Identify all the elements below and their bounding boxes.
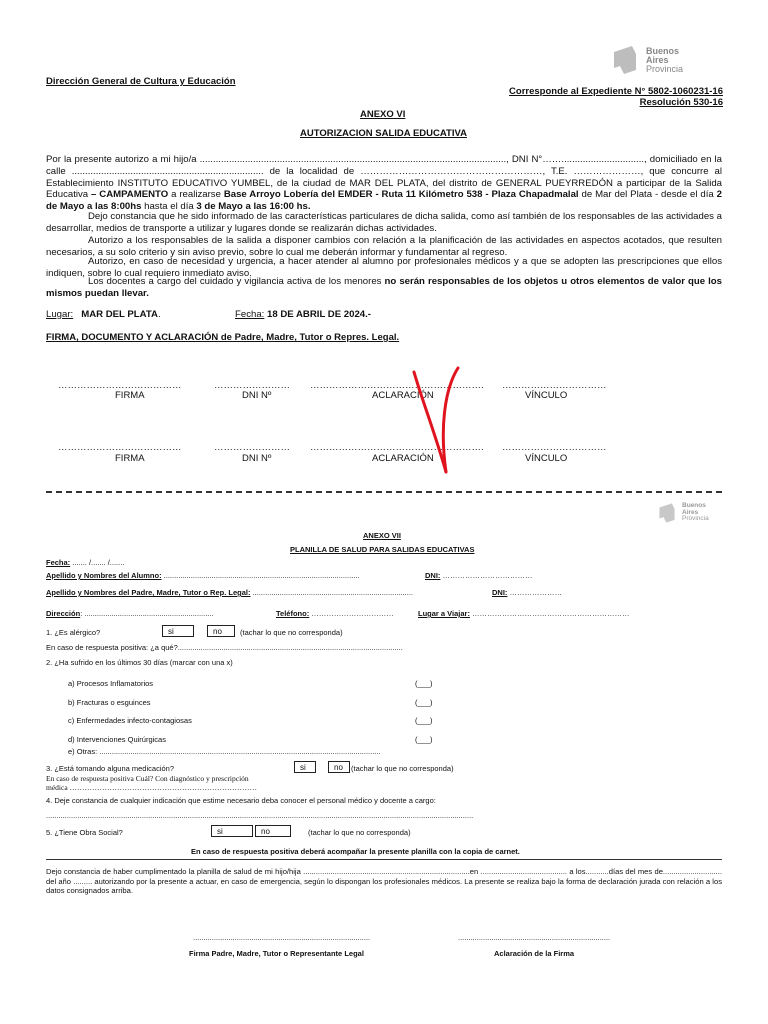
cambios-paragraph: Autorizo a los responsables de la salida a disponer cambios con relación a la planificación de las actividades en aspectos acotados, que resulten necesarios, a su solo criterio y sin aviso previo, sobre lo cual me deberán informar y fundamentar al regreso. bbox=[46, 235, 722, 258]
red-ink-mark bbox=[400, 360, 470, 485]
fecha-field: Fecha: 18 DE ABRIL DE 2024.- bbox=[235, 309, 371, 320]
q5-no-box[interactable]: no bbox=[255, 825, 291, 837]
firma-label-2: FIRMA bbox=[115, 453, 145, 464]
q2-opt-a: a) Procesos Inflamatorios bbox=[68, 679, 154, 688]
q4-dots[interactable]: ............................................................................................................................................................................................................. bbox=[46, 811, 474, 820]
dni-line-2: …………………… bbox=[214, 442, 290, 453]
logo-line1: Buenos bbox=[646, 45, 680, 56]
aclaracion-firma-line[interactable]: ......................................................................... bbox=[458, 933, 611, 942]
q3-si-box[interactable]: si bbox=[294, 761, 316, 773]
direccion-field[interactable]: Dirección: .............................................................. bbox=[46, 609, 214, 618]
logo-small-line3: Provincia bbox=[682, 515, 709, 523]
carnet-divider bbox=[46, 859, 722, 860]
buenos-aires-logo bbox=[610, 44, 683, 76]
q1-label: 1. ¿Es alérgico? bbox=[46, 628, 101, 637]
logo-small-line2: Aires bbox=[682, 508, 699, 516]
q5-si-box[interactable]: si bbox=[211, 825, 253, 837]
logo-line2: Aires bbox=[646, 54, 669, 65]
firma-label-1: FIRMA bbox=[115, 390, 145, 401]
urgencia-paragraph: Autorizo, en caso de necesidad y urgencia, a hacer atender al alumno por profesionales médicos y a que se adopten las prescripciones que ellos indiquen, sobre lo cual requiero inmediato aviso. bbox=[46, 256, 722, 279]
anexo6-subtitle: AUTORIZACION SALIDA EDUCATIVA bbox=[300, 128, 467, 139]
q4-label: 4. Deje constancia de cualquier indicación que estime necesario deba conocer el personal médico y docente a cargo: bbox=[46, 796, 436, 805]
aclaracion-label-2: ACLARACIÓN bbox=[372, 453, 434, 464]
vinculo-label-2: VÍNCULO bbox=[525, 453, 568, 464]
vinculo-line-1: …………………………… bbox=[502, 380, 607, 391]
q2-opt-c-mark[interactable]: (___) bbox=[415, 716, 433, 725]
section-divider bbox=[46, 491, 722, 493]
q2-opt-a-mark[interactable]: (___) bbox=[415, 679, 433, 688]
resolucion: Resolución 530-16 bbox=[639, 97, 723, 108]
q5-label: 5. ¿Tiene Obra Social? bbox=[46, 828, 123, 837]
q1-caso: En caso de respuesta positiva: ¿a qué?............................................................................................................ bbox=[46, 643, 403, 652]
anexo6-title: ANEXO VI bbox=[360, 109, 406, 120]
alumno-field[interactable]: Apellido y Nombres del Alumno: .............................................................................................. bbox=[46, 571, 360, 580]
q2-label: 2. ¿Ha sufrido en los últimos 30 días (marcar con una x) bbox=[46, 658, 233, 667]
anexo7-subtitle: PLANILLA DE SALUD PARA SALIDAS EDUCATIVAS bbox=[290, 545, 475, 554]
responsabilidad-paragraph: Los docentes a cargo del cuidado y vigilancia activa de los menores no serán responsables de los objetos u otros elementos de valor que los mismos puedan llevar. bbox=[46, 276, 723, 299]
aclaracion-firma-label: Aclaración de la Firma bbox=[494, 949, 575, 958]
q3-tachar: (tachar lo que no corresponda) bbox=[351, 764, 454, 773]
dni-label-2: DNI Nº bbox=[242, 453, 272, 464]
vinculo-line-2: …………………………… bbox=[502, 442, 607, 453]
padre-field[interactable]: Apellido y Nombres del Padre, Madre, Tutor o Rep. Legal: ............................................................................. bbox=[46, 588, 414, 597]
constancia-salud: Dejo constancia de haber cumplimentado la planilla de salud de mi hijo/hija ...............................................................................en ......................................... a los...........días del mes de............................ del año ......... autorizando por la presente a actuar, en caso de emergencia, según lo dispongan los profesionales médicos. La presente se realiza bajo la forma de declaración jurada con relación a los datos consignados arriba. bbox=[46, 867, 722, 896]
lugar-viajar-field[interactable]: Lugar a Viajar: ……………………………………………………… bbox=[418, 609, 630, 618]
padre-dni-field[interactable]: DNI: ………………… bbox=[492, 588, 563, 597]
fecha-salud: Fecha: ....... /....... /....... bbox=[46, 558, 125, 567]
q5-tachar: (tachar lo que no corresponda) bbox=[308, 828, 411, 837]
vinculo-label-1: VÍNCULO bbox=[525, 390, 568, 401]
q3-medica[interactable]: médica ………………………………………………………………… bbox=[46, 783, 258, 792]
aclaracion-line-2: ………………………………………………. bbox=[310, 442, 484, 453]
q3-label: 3. ¿Está tomando alguna medicación? bbox=[46, 764, 174, 773]
firma-padre-line[interactable]: ..................................................................................... bbox=[193, 933, 371, 942]
org-name: Dirección General de Cultura y Educación bbox=[46, 76, 236, 87]
q2-opt-b: b) Fracturas o esguinces bbox=[68, 698, 151, 707]
q2-opt-b-mark[interactable]: (___) bbox=[415, 698, 433, 707]
firma-heading: FIRMA, DOCUMENTO Y ACLARACIÓN de Padre, Madre, Tutor o Repres. Legal. bbox=[46, 332, 400, 343]
q1-si-box[interactable]: si bbox=[162, 625, 194, 637]
logo-line3: Provincia bbox=[646, 63, 684, 74]
carnet-note: En caso de respuesta positiva deberá acompañar la presente planilla con la copia de carnet. bbox=[191, 847, 520, 856]
dni-line-1: …………………… bbox=[214, 380, 290, 391]
q2-opt-d-mark[interactable]: (___) bbox=[415, 735, 433, 744]
q1-tachar: (tachar lo que no corresponda) bbox=[240, 628, 343, 637]
q3-caso: En caso de respuesta positiva Cuál? Con diagnóstico y prescripción bbox=[46, 774, 249, 783]
q2-opt-d: d) Intervenciones Quirúrgicas bbox=[68, 735, 166, 744]
expediente: Corresponde al Expediente N° 5802-1060231-16 bbox=[509, 86, 723, 97]
firma-padre-label: Firma Padre, Madre, Tutor o Representante Legal bbox=[189, 949, 364, 958]
buenos-aires-logo-small bbox=[656, 502, 709, 524]
authorization-paragraph: Por la presente autorizo a mi hijo/a ..................................................................................................................., DNI N°……..............................., domiciliado en la calle ........................................................................ de la localidad de …………………………………………………, T.E. …………………, que concurre al Establecimiento INSTITUTO EDUCATIVO YUMBEL, de la ciudad de MAR DEL PLATA, del distrito de GENERAL PUEYRREDÓN a participar de la Salida Educativa – CAMPAMENTO a realizarse Base Arroyo Lobería del EMDER - Ruta 11 Kilómetro 538 - Plaza Chapadmalal de Mar del Plata - desde el día 2 de Mayo a las 8:00hs hasta el día 3 de Mayo a las 16:00 hs. bbox=[46, 154, 722, 213]
aclaracion-line-1: ………………………………………………. bbox=[310, 380, 484, 391]
q3-no-box[interactable]: no bbox=[328, 761, 350, 773]
dni-label-1: DNI Nº bbox=[242, 390, 272, 401]
constancia-paragraph: Dejo constancia que he sido informado de las características particulares de dicha salida, como así también de los responsables de las actividades a desarrollar, medios de transporte a utilizar y lugares donde se realizarán dichas actividades. bbox=[46, 211, 722, 234]
telefono-field[interactable]: Teléfono: …………………………… bbox=[276, 609, 394, 618]
alumno-dni-field[interactable]: DNI: ……………………………… bbox=[425, 571, 533, 580]
q2-otras[interactable]: e) Otras: ....................................................................................................................................... bbox=[68, 747, 381, 756]
province-logo-small-icon bbox=[656, 502, 678, 524]
q2-opt-c: c) Enfermedades infecto-contagiosas bbox=[68, 716, 192, 725]
lugar-field: Lugar: MAR DEL PLATA. bbox=[46, 309, 161, 320]
firma-line-2: ………………………………… bbox=[58, 442, 182, 453]
firma-line-1: ………………………………… bbox=[58, 380, 182, 391]
anexo7-title: ANEXO VII bbox=[363, 531, 401, 540]
q1-no-box[interactable]: no bbox=[207, 625, 235, 637]
province-logo-icon bbox=[610, 44, 640, 76]
aclaracion-label-1: ACLARACIÓN bbox=[372, 390, 434, 401]
logo-small-line1: Buenos bbox=[682, 502, 706, 510]
